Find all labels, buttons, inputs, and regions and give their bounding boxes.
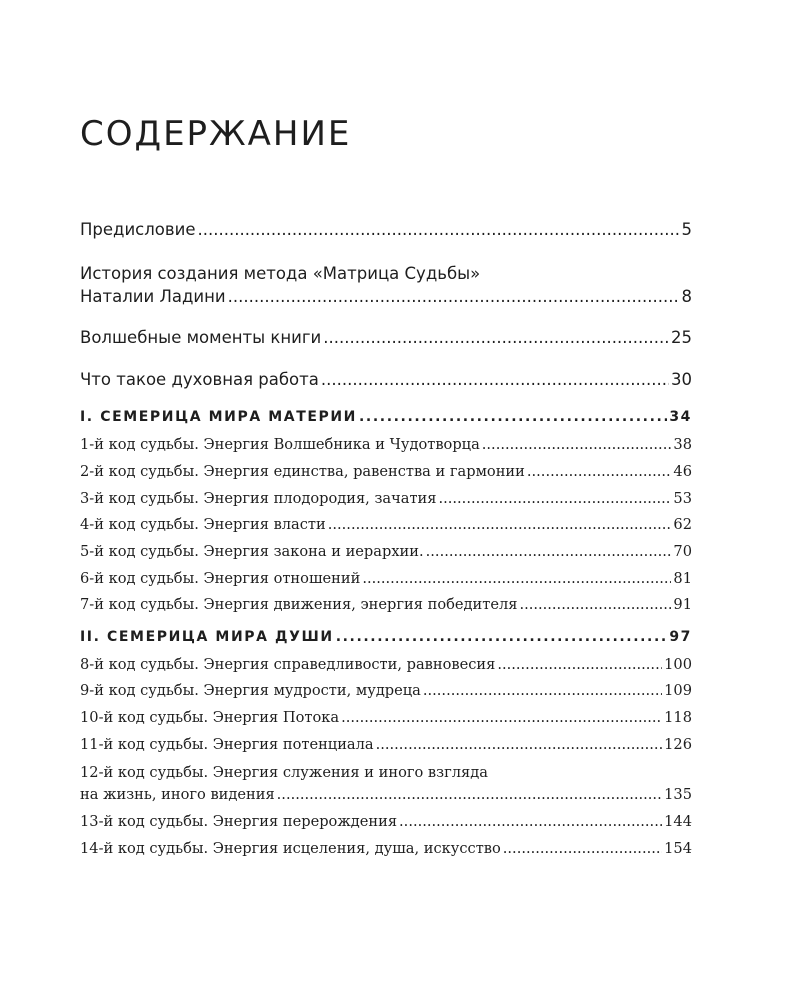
- toc-chapter-title: на жизнь, иного видения: [80, 786, 275, 803]
- toc-entry-title: Наталии Ладини: [80, 287, 226, 306]
- toc-leader-dots: [359, 406, 667, 428]
- toc-chapter-title: 10-й код судьбы. Энергия Потока: [80, 709, 340, 726]
- toc-page-number: 144: [664, 813, 692, 830]
- toc-chapter-9[interactable]: [80, 680, 692, 702]
- toc-leader-dots: [323, 326, 669, 350]
- toc-leader-dots: [228, 285, 680, 309]
- toc-leader-dots: [376, 734, 663, 756]
- toc-part-title: I. СЕМЕРИЦА МИРА МАТЕРИИ: [80, 409, 358, 425]
- toc-leader-dots: [197, 218, 679, 242]
- toc-page-number: 62: [673, 516, 692, 533]
- toc-chapter-13[interactable]: [80, 811, 692, 833]
- toc-leader-dots: [438, 488, 671, 510]
- toc-chapter-title: 2-й код судьбы. Энергия единства, равенства и гармонии: [80, 463, 525, 480]
- toc-leader-dots: [336, 626, 668, 648]
- toc-page-number: 118: [664, 709, 692, 726]
- toc-leader-dots: [503, 838, 662, 860]
- toc-entry-title: Что такое духовная работа: [80, 370, 319, 389]
- toc-page-number: 97: [669, 629, 692, 645]
- toc-chapter-10[interactable]: [80, 707, 692, 729]
- toc-chapter-title: 14-й код судьбы. Энергия исцеления, душа, искусство: [80, 840, 501, 857]
- toc-chapter-title: 4-й код судьбы. Энергия власти: [80, 516, 326, 533]
- toc-leader-dots: [497, 654, 662, 676]
- toc-part-title: II. СЕМЕРИЦА МИРА ДУШИ: [80, 629, 334, 645]
- toc-page-number: 30: [671, 370, 692, 389]
- toc-entry-preface[interactable]: [80, 218, 692, 242]
- toc-chapter-11[interactable]: [80, 734, 692, 756]
- toc-leader-dots: [277, 784, 662, 806]
- toc-entry-history-line1: История создания метода «Матрица Судьбы»: [80, 264, 481, 283]
- toc-chapter-title: 3-й код судьбы. Энергия плодородия, зачатия: [80, 490, 437, 507]
- toc-page-number: 126: [664, 736, 692, 753]
- toc-page-number: 38: [673, 436, 692, 453]
- toc-entry-magic-moments[interactable]: [80, 326, 692, 350]
- toc-page-number: 109: [664, 682, 692, 699]
- toc-chapter-title: 7-й код судьбы. Энергия движения, энергия победителя: [80, 596, 518, 613]
- toc-chapter-12[interactable]: [80, 784, 692, 806]
- toc-chapter-3[interactable]: [80, 488, 692, 510]
- toc-page-number: 81: [673, 570, 692, 587]
- toc-chapter-title: 9-й код судьбы. Энергия мудрости, мудреца: [80, 682, 421, 699]
- toc-leader-dots: [341, 707, 662, 729]
- toc-page-number: 70: [673, 543, 692, 560]
- toc-chapter-title: 11-й код судьбы. Энергия потенциала: [80, 736, 374, 753]
- toc-page-number: 135: [664, 786, 692, 803]
- toc-leader-dots: [399, 811, 662, 833]
- toc-page-number: 25: [671, 328, 692, 347]
- toc-entry-title: Предисловие: [80, 220, 196, 239]
- toc-chapter-title: 8-й код судьбы. Энергия справедливости, равновесия: [80, 656, 496, 673]
- toc-entry-history[interactable]: [80, 285, 692, 309]
- toc-leader-dots: [321, 368, 669, 392]
- toc-leader-dots: [527, 461, 672, 483]
- toc-leader-dots: [423, 680, 662, 702]
- toc-entry-spiritual-work[interactable]: [80, 368, 692, 392]
- toc-chapter-1[interactable]: [80, 434, 692, 456]
- toc-entry-title: Волшебные моменты книги: [80, 328, 322, 347]
- toc-page-number: 34: [669, 409, 692, 425]
- toc-page-number: 5: [681, 220, 692, 239]
- toc-page-number: 53: [673, 490, 692, 507]
- toc-chapter-5[interactable]: [80, 541, 692, 563]
- toc-part-1[interactable]: [80, 406, 692, 428]
- toc-page-number: 91: [673, 596, 692, 613]
- toc-chapter-12-line1: 12-й код судьбы. Энергия служения и иного взгляда: [80, 764, 488, 781]
- toc-page-number: 100: [664, 656, 692, 673]
- toc-leader-dots: [426, 541, 672, 563]
- toc-page-number: 46: [673, 463, 692, 480]
- toc-leader-dots: [362, 568, 671, 590]
- toc-page-number: 154: [664, 840, 692, 857]
- toc-leader-dots: [482, 434, 672, 456]
- toc-chapter-title: 13-й код судьбы. Энергия перерождения: [80, 813, 398, 830]
- toc-chapter-6[interactable]: [80, 568, 692, 590]
- toc-part-2[interactable]: [80, 626, 692, 648]
- toc-chapter-4[interactable]: [80, 514, 692, 536]
- toc-chapter-2[interactable]: [80, 461, 692, 483]
- toc-leader-dots: [328, 514, 672, 536]
- toc-chapter-7[interactable]: [80, 594, 692, 616]
- toc-page-number: 8: [681, 287, 692, 306]
- toc-chapter-14[interactable]: [80, 838, 692, 860]
- toc-chapter-8[interactable]: [80, 654, 692, 676]
- toc-chapter-title: 5-й код судьбы. Энергия закона и иерархии.: [80, 543, 424, 560]
- toc-leader-dots: [519, 594, 671, 616]
- page-title: СОДЕРЖАНИЕ: [80, 114, 352, 154]
- toc-chapter-title: 1-й код судьбы. Энергия Волшебника и Чудотворца: [80, 436, 480, 453]
- toc-chapter-title: 6-й код судьбы. Энергия отношений: [80, 570, 361, 587]
